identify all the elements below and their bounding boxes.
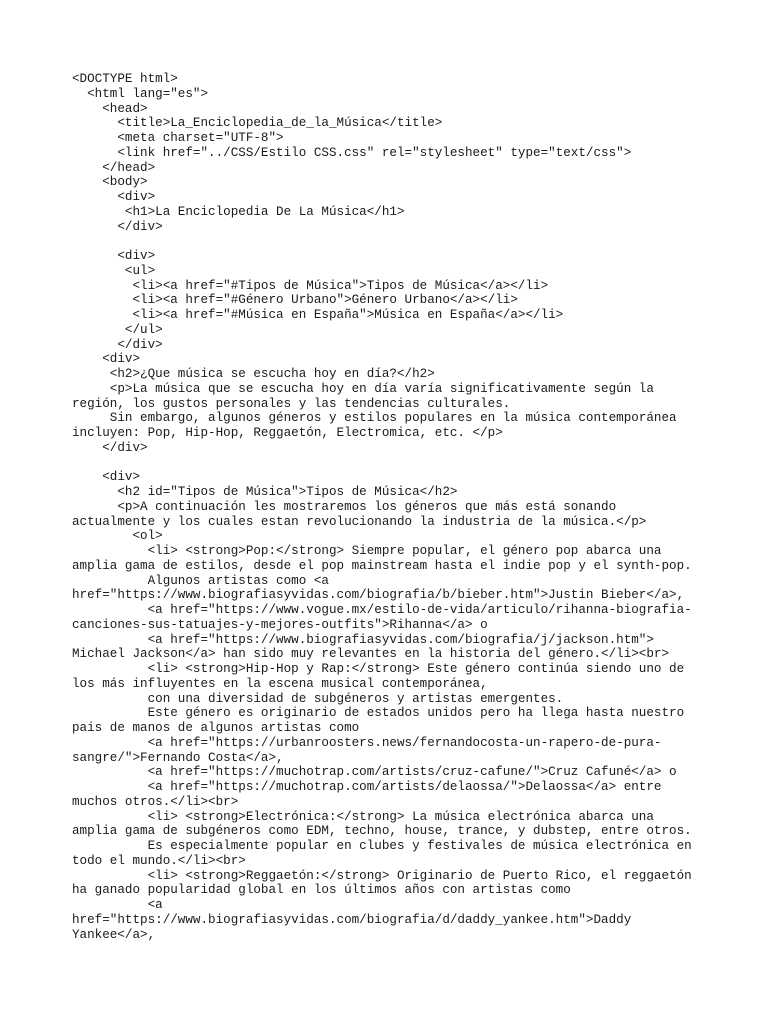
code-line: <a href="https://muchotrap.com/artists/delaossa/">Delaossa</a> entre (72, 780, 662, 794)
code-line: Algunos artistas como <a (72, 573, 329, 588)
code-line: href="https://www.biografiasyvidas.com/biografia/d/daddy_yankee.htm">Daddy (72, 912, 632, 927)
code-line: </div> (72, 440, 148, 455)
code-line: href="https://www.biografiasyvidas.com/biografia/b/bieber.htm">Justin Bieber</a>, (72, 588, 685, 603)
source-code-text (72, 72, 696, 942)
code-line (72, 456, 696, 471)
code-line: </ul> (72, 322, 163, 337)
code-line: <ol> (72, 529, 163, 544)
code-line: muchos otros.</li><br> (72, 794, 239, 809)
code-line: <li> <strong>Reggaetón:</strong> Originario de Puerto Rico, el reggaetón (72, 868, 692, 883)
code-line: <a href="https://www.vogue.mx/estilo-de-vida/articulo/rihanna-biografia- (72, 603, 692, 617)
code-line: los más influyentes en la escena musical contemporánea, (72, 676, 488, 691)
code-line: </div> (72, 337, 163, 352)
code-line: <DOCTYPE html> (72, 72, 178, 86)
code-line: Es especialmente popular en clubes y festivales de música electrónica en (72, 839, 692, 853)
code-line: <a href="https://www.biografiasyvidas.com/biografia/j/jackson.htm"> (72, 632, 654, 647)
code-line: <h2 id="Tipos de Música">Tipos de Música</h2> (72, 485, 458, 499)
code-line: Yankee</a>, (72, 927, 156, 942)
code-line: <li> <strong>Hip-Hop y Rap:</strong> Este género continúa siendo uno de (72, 662, 685, 676)
code-line: <a (72, 898, 163, 912)
code-line: <h2>¿Que música se escucha hoy en día?</h2> (72, 367, 435, 381)
code-line: <p>La música que se escucha hoy en día varía significativamente según la (72, 381, 654, 396)
code-line: <p>A continuación les mostraremos los géneros que más está sonando (72, 499, 617, 514)
code-line: amplia gama de subgéneros como EDM, techno, house, trance, y dubstep, entre otros. (72, 824, 692, 839)
code-line: pais de manos de algunos artistas como (72, 721, 360, 735)
code-line: Michael Jackson</a> han sido muy relevantes en la historia del género.</li><br> (72, 647, 670, 662)
code-line: incluyen: Pop, Hip-Hop, Reggaetón, Electromica, etc. </p> (72, 426, 503, 440)
code-line: ha ganado popularidad global en los últimos años con artistas como (72, 883, 571, 898)
code-line: <title>La_Enciclopedia_de_la_Música</title> (72, 116, 443, 131)
code-line: <div> (72, 470, 141, 485)
code-line: <li> <strong>Electrónica:</strong> La música electrónica abarca una (72, 809, 654, 824)
code-line: amplia gama de estilos, desde el pop mainstream hasta el indie pop y el synth-pop. (72, 558, 692, 573)
code-line: <body> (72, 175, 148, 190)
code-line: <div> (72, 249, 156, 263)
code-line: región, los gustos personales y las tendencias culturales. (72, 396, 511, 411)
code-line (72, 234, 696, 249)
code-line: con una diversidad de subgéneros y artistas emergentes. (72, 691, 564, 706)
code-line: <html lang="es"> (72, 86, 209, 101)
code-line: todo el mundo.</li><br> (72, 853, 246, 868)
code-line: <li><a href="#Música en España">Música en España</a></li> (72, 308, 564, 322)
code-line: <li><a href="#Género Urbano">Género Urbano</a></li> (72, 293, 518, 308)
code-line: <li><a href="#Tipos de Música">Tipos de Música</a></li> (72, 278, 549, 293)
code-line: </head> (72, 160, 156, 175)
code-line: <head> (72, 101, 148, 116)
code-line: Este género es originario de estados unidos pero ha llega hasta nuestro (72, 706, 685, 721)
code-line: <link href="../CSS/Estilo CSS.css" rel="stylesheet" type="text/css"> (72, 145, 632, 160)
code-line: </div> (72, 219, 163, 234)
code-line: canciones-sus-tatuajes-y-mejores-outfits">Rihanna</a> o (72, 617, 488, 632)
code-line: actualmente y los cuales estan revolucionando la industria de la música.</p> (72, 514, 647, 529)
code-line: sangre/">Fernando Costa</a>, (72, 750, 284, 765)
code-line: Sin embargo, algunos géneros y estilos populares en la música contemporánea (72, 411, 677, 426)
code-line: <h1>La Enciclopedia De La Música</h1> (72, 204, 405, 219)
code-line: <ul> (72, 263, 156, 278)
code-line: <meta charset="UTF-8"> (72, 131, 284, 145)
code-line: <a href="https://urbanroosters.news/fernandocosta-un-rapero-de-pura- (72, 735, 662, 750)
code-line: <a href="https://muchotrap.com/artists/cruz-cafune/">Cruz Cafuné</a> o (72, 765, 677, 780)
code-line: <div> (72, 190, 156, 204)
code-line: <div> (72, 352, 141, 367)
code-line: <li> <strong>Pop:</strong> Siempre popular, el género pop abarca una (72, 544, 662, 558)
